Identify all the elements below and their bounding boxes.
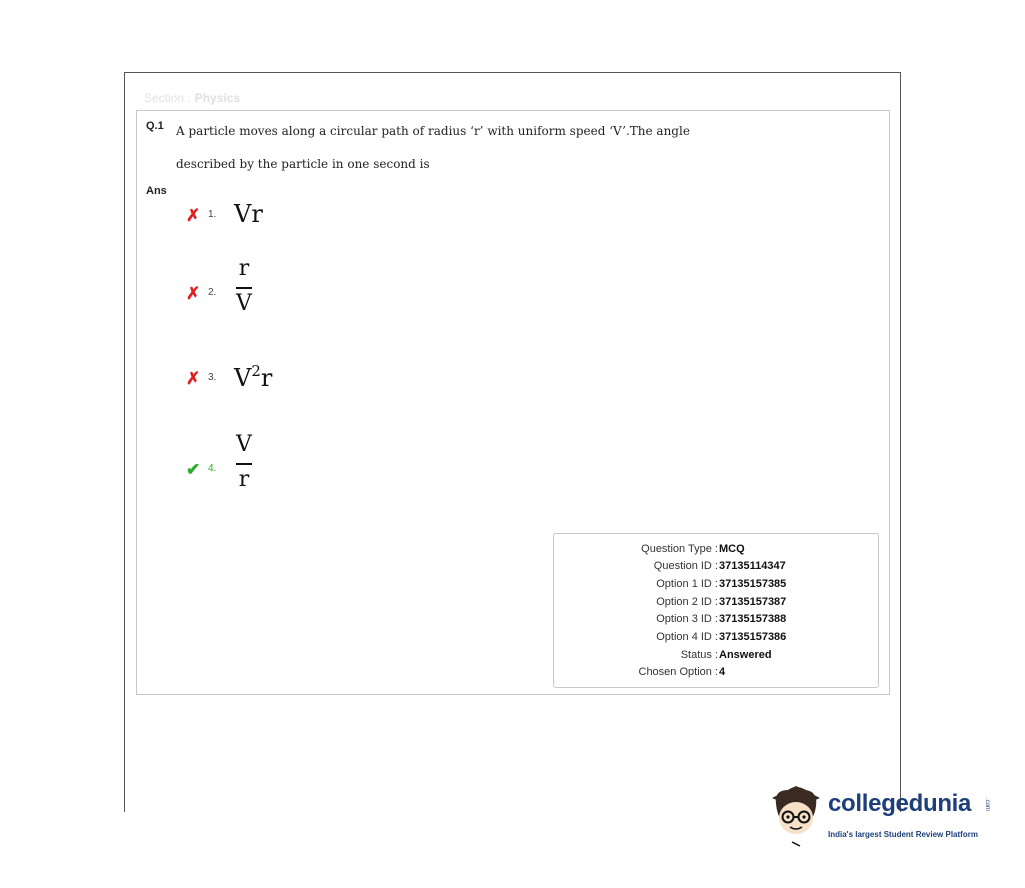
info-key: Option 2 ID : xyxy=(656,596,718,608)
section-heading xyxy=(144,91,240,105)
info-row-option-4-id xyxy=(554,631,880,648)
cross-icon: ✗ xyxy=(186,369,201,388)
denominator: r xyxy=(238,466,250,492)
option-number: 1. xyxy=(208,209,217,220)
info-value: 37135114347 xyxy=(719,560,786,572)
mascot-icon xyxy=(766,780,824,850)
info-key: Option 3 ID : xyxy=(656,613,718,625)
info-row-option-3-id xyxy=(554,613,880,630)
question-number: Q.1 xyxy=(146,120,164,132)
brand-name: collegedunia xyxy=(828,790,972,817)
cross-icon: ✗ xyxy=(186,284,201,303)
info-value: Answered xyxy=(719,649,772,661)
cross-icon: ✗ xyxy=(186,206,201,225)
question-text-line-2: described by the particle in one second is xyxy=(176,157,430,171)
question-text-line-1: A particle moves along a circular path of radius ‘r’ with uniform speed ‘V’.The angle xyxy=(176,124,690,138)
section-label: Section : xyxy=(144,91,191,105)
info-key: Status : xyxy=(680,649,718,661)
expr-base: V xyxy=(234,364,252,392)
info-value: MCQ xyxy=(719,543,745,555)
collegedunia-logo xyxy=(766,780,996,850)
info-key: Chosen Option : xyxy=(638,666,718,678)
info-key: Option 4 ID : xyxy=(656,631,718,643)
brand-tagline: India's largest Student Review Platform xyxy=(828,830,978,839)
info-value: 37135157386 xyxy=(719,631,787,643)
numerator: r xyxy=(238,256,250,281)
info-key: Question ID : xyxy=(653,560,718,572)
info-value: 37135157385 xyxy=(719,578,787,590)
fraction xyxy=(234,432,254,493)
fraction-bar xyxy=(236,287,252,289)
section-name: Physics xyxy=(194,91,241,105)
info-key: Question Type : xyxy=(641,543,718,555)
fraction xyxy=(234,256,254,317)
info-value: 37135157388 xyxy=(719,613,787,625)
numerator: V xyxy=(236,432,252,457)
fraction-bar xyxy=(236,463,252,465)
info-row-chosen-option xyxy=(554,666,880,683)
check-icon: ✔ xyxy=(186,460,201,479)
option-expression: Vr xyxy=(234,200,263,228)
option-number: 4. xyxy=(208,463,217,474)
expr-tail: r xyxy=(260,364,273,392)
info-row-question-id xyxy=(554,560,880,577)
option-expression xyxy=(234,362,272,392)
option-number: 3. xyxy=(208,372,217,383)
info-row-status xyxy=(554,649,880,666)
info-row-option-2-id xyxy=(554,596,880,613)
info-row-question-type xyxy=(554,543,880,560)
answer-label: Ans xyxy=(146,185,167,197)
info-key: Option 1 ID : xyxy=(656,578,718,590)
expr-exponent: 2 xyxy=(251,362,261,380)
brand-tld: .com xyxy=(984,798,990,812)
info-row-option-1-id xyxy=(554,578,880,595)
info-value: 4 xyxy=(719,666,726,678)
option-number: 2. xyxy=(208,287,217,298)
denominator: V xyxy=(236,290,252,316)
question-info-box xyxy=(553,533,879,688)
info-value: 37135157387 xyxy=(719,596,787,608)
